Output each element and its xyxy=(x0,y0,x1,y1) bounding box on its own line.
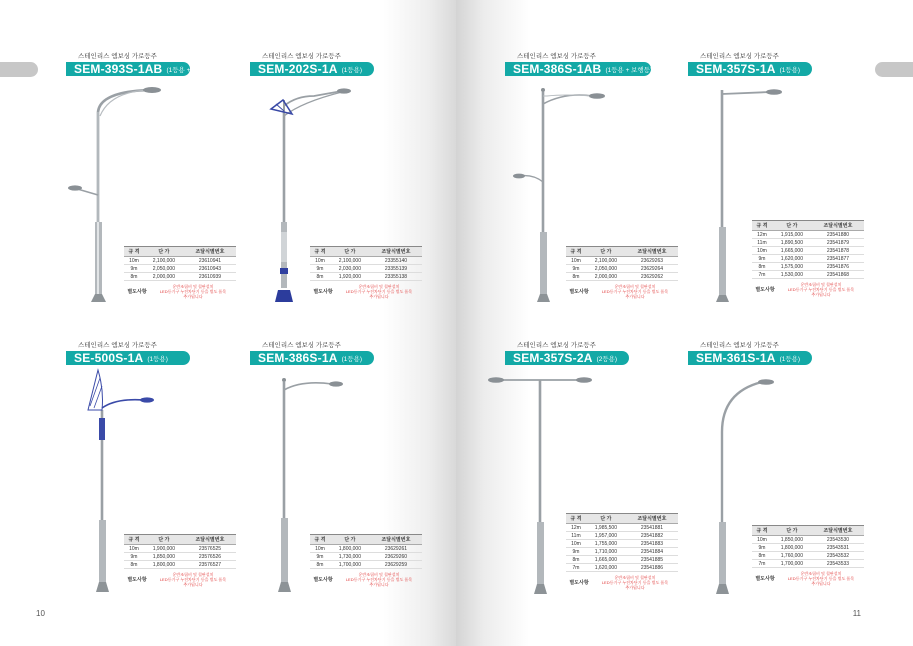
table-row: 8m 1,575,000 23541876 xyxy=(752,263,864,271)
spec-notes: 별도사항 운반조립비 및 철판설치 LED등기구 누전차단기 등을 별도 품목 추가됩니다 xyxy=(569,284,669,299)
table-row: 7m 1,530,000 23541868 xyxy=(752,271,864,279)
page-number: 10 xyxy=(36,609,45,618)
spec-notes: 별도사항 운반조립비 및 철판설치 LED등기구 누전차단기 등을 별도 품목 추가됩니다 xyxy=(127,572,227,587)
spec-table: 규 격 단 가 조달식별번호 10m 1,800,000 23629261 9m 1,730,000 23629260 8m 1,700,000 23629259 별도사항 운반조립비 및 철판설치 LED등기구 누전차단기 등을 별도 품목 추가됩니다 xyxy=(310,534,422,587)
model-type: (2등용) xyxy=(596,355,618,363)
model-type: (1등용) xyxy=(147,355,168,363)
spec-table: 규 격 단 가 조달식별번호 10m 2,100,000 23629263 9m 2,050,000 23629264 8m 2,000,000 23629262 별도사항 운반조립비 및 철판설치 LED등기구 누전차단기 등을 별도 품목 추가됩니다 xyxy=(566,246,678,299)
table-row: 12m 1,985,500 23541881 xyxy=(566,524,678,532)
model-type: (1등용) xyxy=(341,66,363,74)
table-row: 9m 2,050,000 23629264 xyxy=(566,265,678,273)
spec-notes: 별도사항 운반조립비 및 철판설치 LED등기구 누전차단기 등을 별도 품목 추가됩니다 xyxy=(569,575,669,590)
table-row: 7m 1,620,000 23541886 xyxy=(566,564,678,572)
model-code: SEM-357S-1A xyxy=(696,62,776,76)
model-badge xyxy=(250,351,374,365)
table-row: 10m 1,850,000 23543530 xyxy=(752,536,864,544)
table-row: 10m 2,100,000 23355140 xyxy=(310,257,422,265)
model-type: (1등용) xyxy=(779,355,801,363)
spec-notes: 별도사항 운반조립비 및 철판설치 LED등기구 누전차단기 등을 별도 품목 추가됩니다 xyxy=(127,284,227,299)
model-badge xyxy=(688,351,812,365)
model-badge xyxy=(688,62,812,76)
model-badge xyxy=(66,351,190,365)
product-title xyxy=(66,53,214,76)
product-subtitle: 스테인리스 엠보싱 가로등주 xyxy=(517,53,596,60)
spec-table xyxy=(124,246,236,299)
model-code: SEM-361S-1A xyxy=(696,351,776,365)
product-subtitle: 스테인리스 엠보싱 가로등주 xyxy=(517,342,596,349)
spec-notes: 별도사항 운반조립비 및 철판설치 LED등기구 누전차단기 등을 별도 품목 추가됩니다 xyxy=(755,571,855,586)
product-subtitle: 스테인리스 엠보싱 가로등주 xyxy=(262,342,341,349)
model-code: SEM-357S-2A xyxy=(513,351,593,365)
spec-table: 규 격 단 가 조달식별번호 12m 1,915,000 23541880 11m 1,890,500 23541879 10m 1,665,000 23541878 9m 1,620,000 23541877 8m 1,575,000 23541876 7m 1,530,000 23541868 별도사항 운반조립비 및 철판설치 LED등기구 누전차단기 등을 별도 품목 추가됩니다 xyxy=(752,220,864,297)
product-title xyxy=(688,342,812,365)
table-row: 9m 1,730,000 23629260 xyxy=(310,553,422,561)
table-row: 9m 2,030,000 23355139 xyxy=(310,265,422,273)
spec-notes: 별도사항 운반조립비 및 철판설치 LED등기구 누전차단기 등을 별도 품목 추가됩니다 xyxy=(313,572,413,587)
product-title xyxy=(505,53,651,76)
spec-notes: 별도사항 운반조립비 및 철판설치 LED등기구 누전차단기 등을 별도 품목 추가됩니다 xyxy=(755,282,855,297)
product-subtitle: 스테인리스 엠보싱 가로등주 xyxy=(78,342,157,349)
table-row: 9m 1,620,000 23541877 xyxy=(752,255,864,263)
model-code: SE-500S-1A xyxy=(74,351,144,365)
product-subtitle: 스테인리스 엠보싱 가로등주 xyxy=(700,53,779,60)
table-row: 8m 1,665,000 23541885 xyxy=(566,556,678,564)
spec-table: 규 격 단 가 조달식별번호 10m 1,900,000 23576525 9m 1,850,000 23576526 8m 1,800,000 23576527 별도사항 운반조립비 및 철판설치 LED등기구 누전차단기 등을 별도 품목 추가됩니다 xyxy=(124,534,236,587)
table-row: 8m 1,920,000 23355138 xyxy=(310,273,422,281)
model-type: (1등용 + 보행등) xyxy=(166,66,214,74)
model-badge xyxy=(66,62,214,76)
table-row: 10m 1,755,000 23541883 xyxy=(566,540,678,548)
table-row: 12m 1,915,000 23541880 xyxy=(752,231,864,239)
page-number: 11 xyxy=(852,609,861,618)
model-code: SEM-202S-1A xyxy=(258,62,338,76)
product-title xyxy=(505,342,629,365)
model-badge xyxy=(505,62,651,76)
table-row: 8m 2,000,000 23610939 xyxy=(124,273,236,281)
model-badge xyxy=(505,351,629,365)
table-row: 11m 1,890,500 23541879 xyxy=(752,239,864,247)
table-row: 10m 1,665,000 23541878 xyxy=(752,247,864,255)
model-badge xyxy=(250,62,374,76)
product-subtitle: 스테인리스 엠보싱 가로등주 xyxy=(262,53,341,60)
product-subtitle: 스테인리스 엠보싱 가로등주 xyxy=(78,53,157,60)
spec-table: 규 격 단 가 조달식별번호 12m 1,985,500 23541881 11m 1,957,000 23541882 10m 1,755,000 23541883 9m 1,710,000 23541884 8m 1,665,000 23541885 7m 1,620,000 23541886 별도사항 운반조립비 및 철판설치 LED등기구 누전차단기 등을 별도 품목 추가됩니다 xyxy=(566,513,678,590)
product-title xyxy=(688,53,812,76)
col-size: 규 격 xyxy=(124,247,144,257)
table-row: 10m 1,900,000 23576525 xyxy=(124,545,236,553)
spec-table: 규 격 단 가 조달식별번호 10m 2,100,000 23355140 9m 2,030,000 23355139 8m 1,920,000 23355138 별도사항 운반조립비 및 철판설치 LED등기구 누전차단기 등을 별도 품목 추가됩니다 xyxy=(310,246,422,299)
model-type: (1등용) xyxy=(341,355,363,363)
table-row: 7m 1,700,000 23543533 xyxy=(752,560,864,568)
table-row: 8m 1,760,000 23543532 xyxy=(752,552,864,560)
table-row: 9m 1,850,000 23576526 xyxy=(124,553,236,561)
model-code: SEM-393S-1AB xyxy=(74,62,163,76)
model-code: SEM-386S-1A xyxy=(258,351,338,365)
col-id: 조달식별번호 xyxy=(184,247,236,257)
table-row: 8m 2,000,000 23629262 xyxy=(566,273,678,281)
table-row: 9m 2,050,000 23610943 xyxy=(124,265,236,273)
table-row: 8m 1,700,000 23629259 xyxy=(310,561,422,569)
section-tab xyxy=(0,62,38,77)
table-row: 10m 2,100,000 23610941 xyxy=(124,257,236,265)
product-subtitle: 스테인리스 엠보싱 가로등주 xyxy=(700,342,779,349)
product-title xyxy=(66,342,190,365)
model-type: (1등용) xyxy=(779,66,801,74)
col-price: 단 가 xyxy=(144,247,184,257)
table-row: 9m 1,800,000 23543531 xyxy=(752,544,864,552)
model-type: (1등용 + 보행등) xyxy=(605,66,653,74)
table-row: 11m 1,957,000 23541882 xyxy=(566,532,678,540)
section-tab xyxy=(875,62,913,77)
table-row: 9m 1,710,000 23541884 xyxy=(566,548,678,556)
table-row: 10m 2,100,000 23629263 xyxy=(566,257,678,265)
spec-notes: 별도사항 운반조립비 및 철판설치 LED등기구 누전차단기 등을 별도 품목 추가됩니다 xyxy=(313,284,413,299)
model-code: SEM-386S-1AB xyxy=(513,62,602,76)
spec-table: 규 격 단 가 조달식별번호 10m 1,850,000 23543530 9m 1,800,000 23543531 8m 1,760,000 23543532 7m 1,700,000 23543533 별도사항 운반조립비 및 철판설치 LED등기구 누전차단기 등을 별도 품목 추가됩니다 xyxy=(752,525,864,586)
product-title xyxy=(250,53,374,76)
table-row: 10m 1,800,000 23629261 xyxy=(310,545,422,553)
product-title xyxy=(250,342,374,365)
table-row: 8m 1,800,000 23576527 xyxy=(124,561,236,569)
